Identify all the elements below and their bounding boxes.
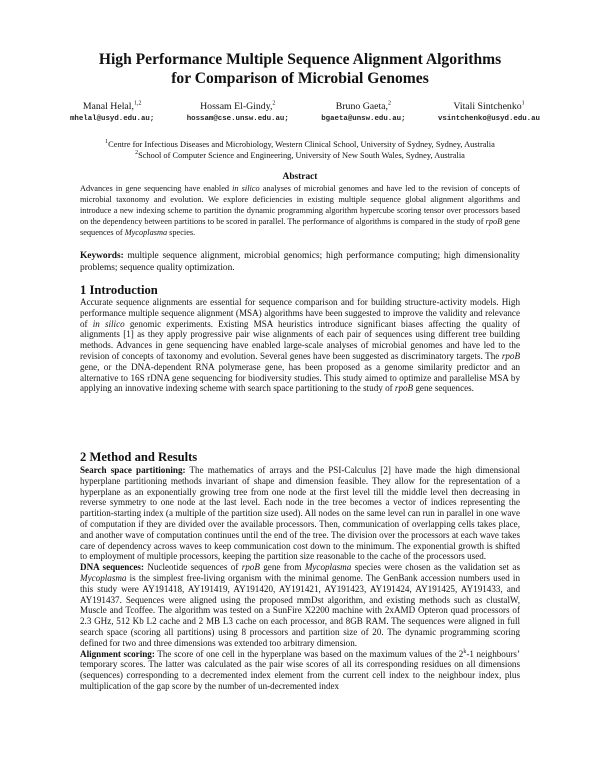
author-name: Hossam El-Gindy, — [200, 101, 273, 112]
paragraph-alignment-scoring: Alignment scoring: The score of one cell in the hyperplane was based on the maximum values of the 2$^k$-1 neighbours’ temporary scores. The latter was calculated as the pair wise scores of all its corresponding residues on all dimensions (sequences) corresponding to a decremented index element from the current cell index to the neighbour index, plus multiplication of the gap score by the number of un-decremented index — [80, 648, 520, 691]
author-affiliation-mark: 1 — [521, 100, 525, 107]
paper-title — [40, 50, 560, 88]
author-email: mhelal@usyd.edu.au; — [70, 115, 155, 123]
keywords — [80, 250, 520, 274]
paragraph-search-space: Search space partitioning: The mathematics of arrays and the PSI-Calculus [2] have made the high dimensional hyperplane partitioning methods invariant of shape and dimension feasible. They allow for the representation of a hyperplane as an exponentially growing tree from one node at the first level till the middle level then decreasing in reverse symmetry to one node at the last level. Each node in the tree becomes a vector of indices representing the partition-starting index (a multiple of the partition size used). All nodes on the same level can run in parallel in one wave of computation if they are divided over the available processors. Then, communication of overlapping cells takes place, and another wave of computation continues until the end of the tree. The division over the processors at each wave takes care of dependency across waves to keep communication cost down to the minimum. The exponential growth is shifted to employment of multiple processors, keeping the partition size reasonable to the cache of the processors used. — [80, 465, 521, 562]
introduction-text: Accurate sequence alignments are essential for sequence comparison and for building structure-activity models. High performance multiple sequence alignment (MSA) algorithms have been suggested to improve the validity and relevance of in silico genomic experiments. Existing MSA heuristics introduce significant biases affecting the quality of alignments [1] as they apply progressive pair wise alignments of each pair of sequences using different tree building methods. Advances in gene sequencing have enabled large-scale analyses of microbial genomes and have led to the revision of concepts of taxonomy and evolution. Several genes have been suggested as discriminatory targets. The rpoB gene, or the DNA-dependent RNA polymerase gene, has been proposed as a genome similarity predictor and an alternative to 16S rDNA gene sequencing for biodiversity studies. This study aimed to optimize and parallelise MSA by applying an innovative indexing scheme with search space partitioning to the study of rpoB gene sequences. — [80, 297, 520, 394]
paragraph-dna-sequences: DNA sequences: Nucleotide sequences of rpoB gene from Mycoplasma species were chosen as the validation set as Mycoplasma is the simplest free-living organism with the minimal genome. The GenBank accession numbers used in this study were AY191418, AY191419, AY191420, AY191421, AY191423, AY191424, AY191425, AY191433, and AY191437. Sequences were aligned using the proposed mmDst algorithm, and existing methods such as clustalW, Muscle and Tcoffee. The algorithm was tested on a SunFire X2200 machine with 2xAMD Opteron quad processors of 2.3 GHz, 512 Kb L2 cache and 2 MB L3 cache on each processor, and 8GB RAM. The sequences were aligned in full search space (scoring all partitions) using 8 processors and partition size of 20. The dynamic programming scoring defined for two and three dimensions was extended too arbitrary dimension. — [80, 562, 520, 648]
author-email: bgaeta@unsw.edu.au; — [321, 115, 406, 123]
author-email: hossam@cse.unsw.edu.au; — [186, 115, 289, 123]
keywords-label: Keywords: — [80, 251, 124, 261]
author-block — [438, 101, 540, 125]
affiliation-1: $^1$Centre for Infectious Diseases and Microbiology, Western Clinical School, University of Sydney, Sydney, Australia — [105, 139, 495, 149]
author-list — [70, 101, 540, 125]
title-line-1: High Performance Multiple Sequence Alignment Algorithms — [98, 51, 502, 68]
section-heading-methods: 2 Method and Results — [80, 450, 198, 464]
keywords-text: multiple sequence alignment, microbial genomics; high performance computing; high dimensionality problems; sequence quality optimization. — [80, 251, 520, 273]
affiliations — [40, 139, 560, 161]
author-name: Bruno Gaeta, — [335, 101, 388, 112]
affiliation-2: $^2$School of Computer Science and Engineering, University of New South Wales, Sydney, Australia — [135, 150, 465, 160]
author-affiliation-mark: 2 — [387, 100, 391, 107]
author-name: Vitali Sintchenko — [453, 101, 522, 112]
methods-text — [80, 465, 520, 692]
author-block — [70, 101, 154, 125]
author-block — [321, 101, 405, 125]
title-line-2: for Comparison of Microbial Genomes — [171, 70, 429, 87]
abstract-heading: Abstract — [282, 172, 318, 182]
author-affiliation-mark: 2 — [272, 100, 276, 107]
author-block — [187, 101, 289, 125]
abstract-text: Advances in gene sequencing have enabled in silico analyses of microbial genomes and have led to the revision of concepts of microbial taxonomy and evolution. We explore deficiencies in existing multiple sequence global alignment algorithms and introduce a new indexing scheme to partition the dynamic programming algorithm hypercube scoring tensor over processors based on the dependency between partitions to be scored in parallel. The performance of algorithms is compared in the study of rpoB gene sequences of Mycoplasma species. — [80, 184, 520, 237]
section-heading-introduction: 1 Introduction — [80, 283, 158, 297]
author-name: Manal Helal, — [82, 101, 134, 112]
author-email: vsintchenko@usyd.edu.au — [437, 115, 540, 123]
author-affiliation-mark: 1,2 — [133, 100, 142, 107]
